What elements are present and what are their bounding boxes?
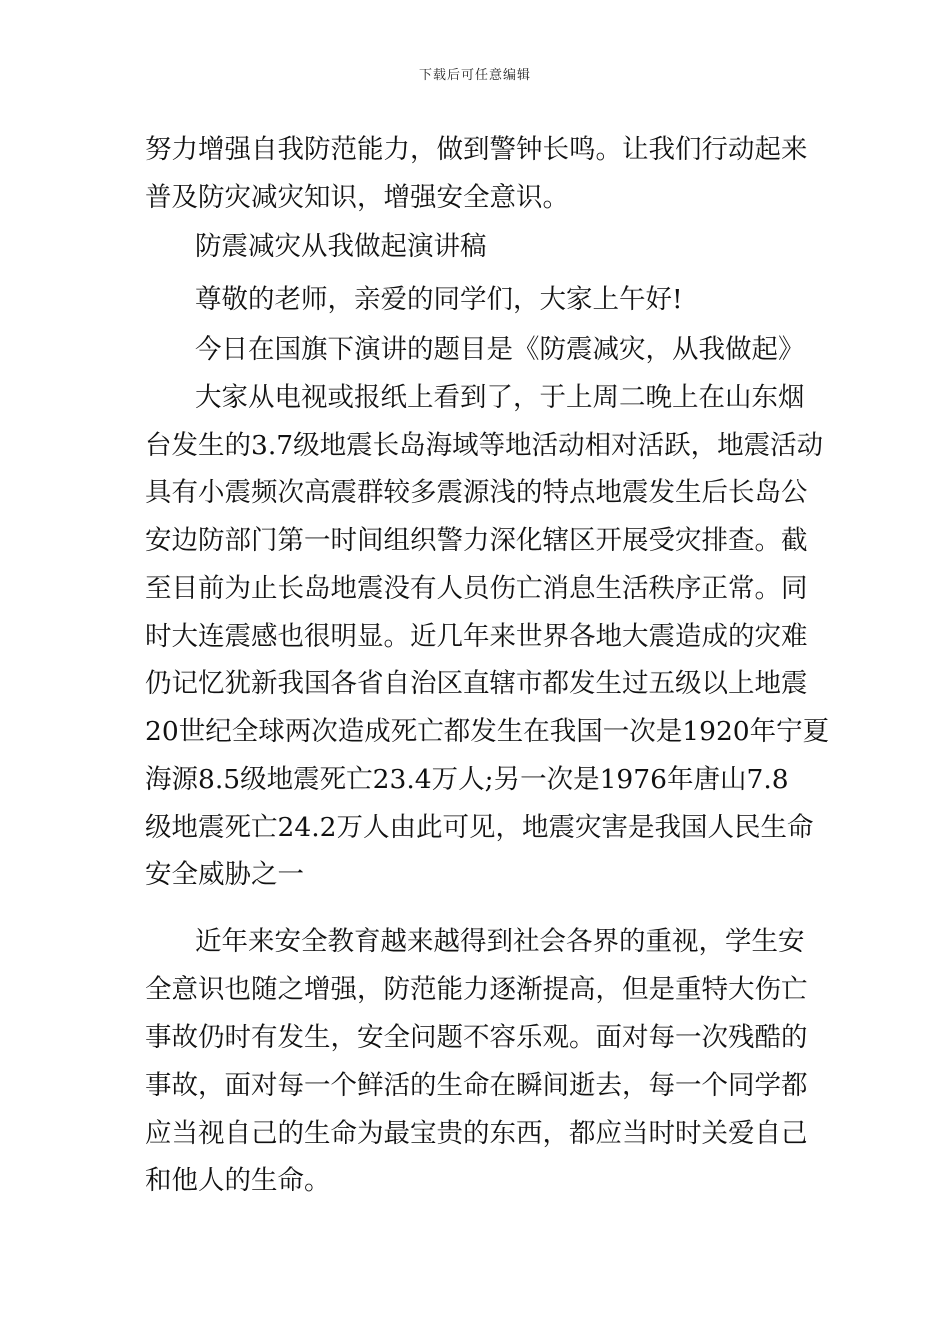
line-text: 级地震死亡24.2万人由此可见，地震灾害是我国人民生命 <box>145 812 814 843</box>
line-text: 普及防灾减灾知识，增强安全意识。 <box>145 182 569 213</box>
line-text: 大家从电视或报纸上看到了，于上周二晚上在山东烟 <box>195 382 805 413</box>
document-line <box>0 808 950 848</box>
line-text: 20世纪全球两次造成死亡都发生在我国一次是1920年宁夏 <box>145 716 830 747</box>
document-line <box>0 330 950 370</box>
line-text: 安边防部门第一时间组织警力深化辖区开展受灾排查。截 <box>145 525 808 556</box>
line-text: 和他人的生命。 <box>145 1165 331 1196</box>
line-text: 台发生的3.7级地震长岛海域等地活动相对活跃，地震活动 <box>145 430 824 461</box>
document-line <box>0 378 950 418</box>
document-line <box>0 227 950 267</box>
line-text: 时大连震感也很明显。近几年来世界各地大震造成的灾难 <box>145 621 808 652</box>
document-line <box>0 280 950 320</box>
line-text: 仍记忆犹新我国各省自治区直辖市都发生过五级以上地震 <box>145 668 808 699</box>
document-line <box>0 521 950 561</box>
line-text: 事故，面对每一个鲜活的生命在瞬间逝去，每一个同学都 <box>145 1070 808 1101</box>
document-line <box>0 1018 950 1058</box>
document-line <box>0 617 950 657</box>
document-line <box>0 569 950 609</box>
document-line <box>0 1114 950 1154</box>
document-line <box>0 1161 950 1201</box>
greeting-line: 尊敬的老师，亲爱的同学们，大家上午好! <box>195 284 683 315</box>
page-header: 下载后可任意编辑 <box>418 68 531 83</box>
document-line <box>0 855 950 895</box>
line-text: 努力增强自我防范能力，做到警钟长鸣。让我们行动起来 <box>145 134 808 165</box>
line-text: 近年来安全教育越来越得到社会各界的重视，学生安 <box>195 926 805 957</box>
line-text: 安全威胁之一 <box>145 859 304 890</box>
line-text: 海源8.5级地震死亡23.4万人;另一次是1976年唐山7.8 <box>145 764 789 795</box>
line-text: 事故仍时有发生，安全问题不容乐观。面对每一次残酷的 <box>145 1022 808 1053</box>
line-text: 具有小震频次高震群较多震源浅的特点地震发生后长岛公 <box>145 477 808 508</box>
document-line <box>0 664 950 704</box>
document-line <box>0 760 950 800</box>
line-text: 至目前为止长岛地震没有人员伤亡消息生活秩序正常。同 <box>145 573 808 604</box>
document-line <box>0 970 950 1010</box>
document-line <box>0 178 950 218</box>
document-line <box>0 473 950 513</box>
line-text: 应当视自己的生命为最宝贵的东西，都应当时时关爱自己 <box>145 1118 808 1149</box>
document-line <box>0 426 950 466</box>
document-line <box>0 130 950 170</box>
document-line <box>0 1066 950 1106</box>
document-line <box>0 712 950 752</box>
speech-title: 防震减灾从我做起演讲稿 <box>195 231 487 262</box>
document-line <box>0 922 950 962</box>
topic-line: 今日在国旗下演讲的题目是《防震减灾，从我做起》 <box>195 334 805 365</box>
line-text: 全意识也随之增强，防范能力逐渐提高，但是重特大伤亡 <box>145 974 808 1005</box>
